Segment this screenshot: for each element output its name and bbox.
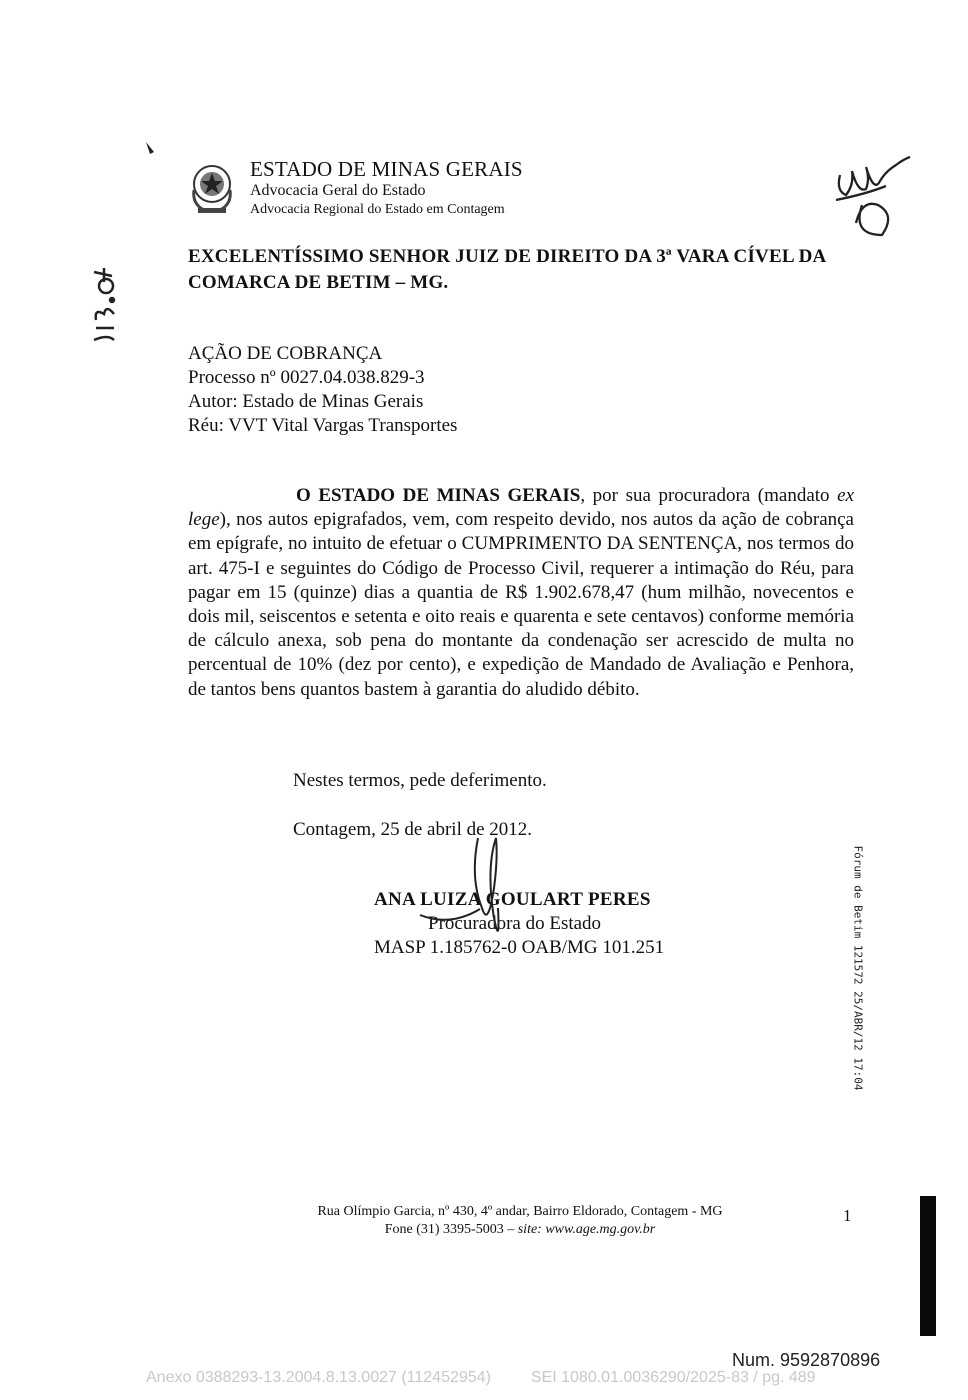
coat-of-arms-icon — [188, 160, 236, 216]
footer-contact — [0, 1221, 968, 1239]
petitioner-name: O ESTADO DE MINAS GERAIS — [296, 485, 581, 506]
place-date: Contagem, 25 de abril de 2012. — [293, 819, 533, 840]
initials-scribble — [836, 157, 910, 235]
body-part1: , por sua procuradora (mandato — [580, 485, 838, 506]
footer-phone: Fone (31) 3395-5003 – — [384, 1222, 518, 1237]
body-part2: ), nos autos epigrafados, vem, com respeito devido, nos autos da ação de cobrança em epígrafe, no intuito de efetuar o CUMPRIMENTO DA SENTENÇA, nos termos do art. 475-I e seguintes do Código de Processo Civil, requerer a intimação do Réu, para pagar em 15 (quinze) dias a quantia de R$ 1.902.678,47 (hum milhão, novecentos e dois mil, seiscentos e setenta e oito reais e quarenta e sete centavos) conforme memória de cálculo anexa, sob pena do montante da condenação ser acrescido de multa no percentual de 10% (dez por cento), e expedição de Mandado de Avaliação e Penhora, de tantos bens quantos bastem à garantia do aludido débito. — [188, 509, 854, 700]
annex-reference — [146, 1369, 856, 1387]
footer-address: Rua Olímpio Garcia, nº 430, 4º andar, Bairro Eldorado, Contagem - MG — [317, 1204, 723, 1219]
footer — [0, 1203, 968, 1239]
footer-site: site: www.age.mg.gov.br — [517, 1222, 656, 1237]
petition-body — [188, 484, 854, 702]
document-number: Num. 9592870896 — [732, 1350, 881, 1370]
signatory-name: ANA LUIZA GOULART PERES — [374, 889, 651, 910]
signatory-ids: MASP 1.185762-0 OAB/MG 101.251 — [374, 937, 665, 958]
page-number: 1 — [843, 1206, 852, 1225]
org-subtitle: Advocacia Geral do Estado — [250, 182, 426, 199]
margin-note-handwriting — [94, 268, 114, 340]
annex-right: SEI 1080.01.0036290/2025-83 / pg. 489 — [530, 1369, 816, 1386]
process-number: Processo nº 0027.04.038.829-3 — [188, 367, 425, 388]
defendant: Réu: VVT Vital Vargas Transportes — [188, 415, 458, 436]
action-title: AÇÃO DE COBRANÇA — [188, 343, 383, 364]
org-subtitle-regional: Advocacia Regional do Estado em Contagem — [250, 202, 505, 217]
org-title: ESTADO DE MINAS GERAIS — [250, 157, 523, 181]
author: Autor: Estado de Minas Gerais — [188, 391, 424, 412]
addressee: EXCELENTÍSSIMO SENHOR JUIZ DE DIREITO DA 3ª VARA CÍVEL DA COMARCA DE BETIM – MG. — [188, 246, 826, 293]
signatory-role: Procuradora do Estado — [428, 913, 602, 934]
corner-mark — [146, 142, 154, 154]
body-italic: ex lege — [188, 485, 855, 531]
scan-edge-bar — [920, 1196, 936, 1336]
case-info — [188, 342, 457, 438]
annex-left: Anexo 0388293-13.2004.8.13.0027 (112452954) — [146, 1369, 491, 1386]
closing: Nestes termos, pede deferimento. — [293, 770, 547, 791]
receipt-stamp: Fórum de Betim 121572 25/ABR/12 17:04 — [851, 845, 865, 1091]
